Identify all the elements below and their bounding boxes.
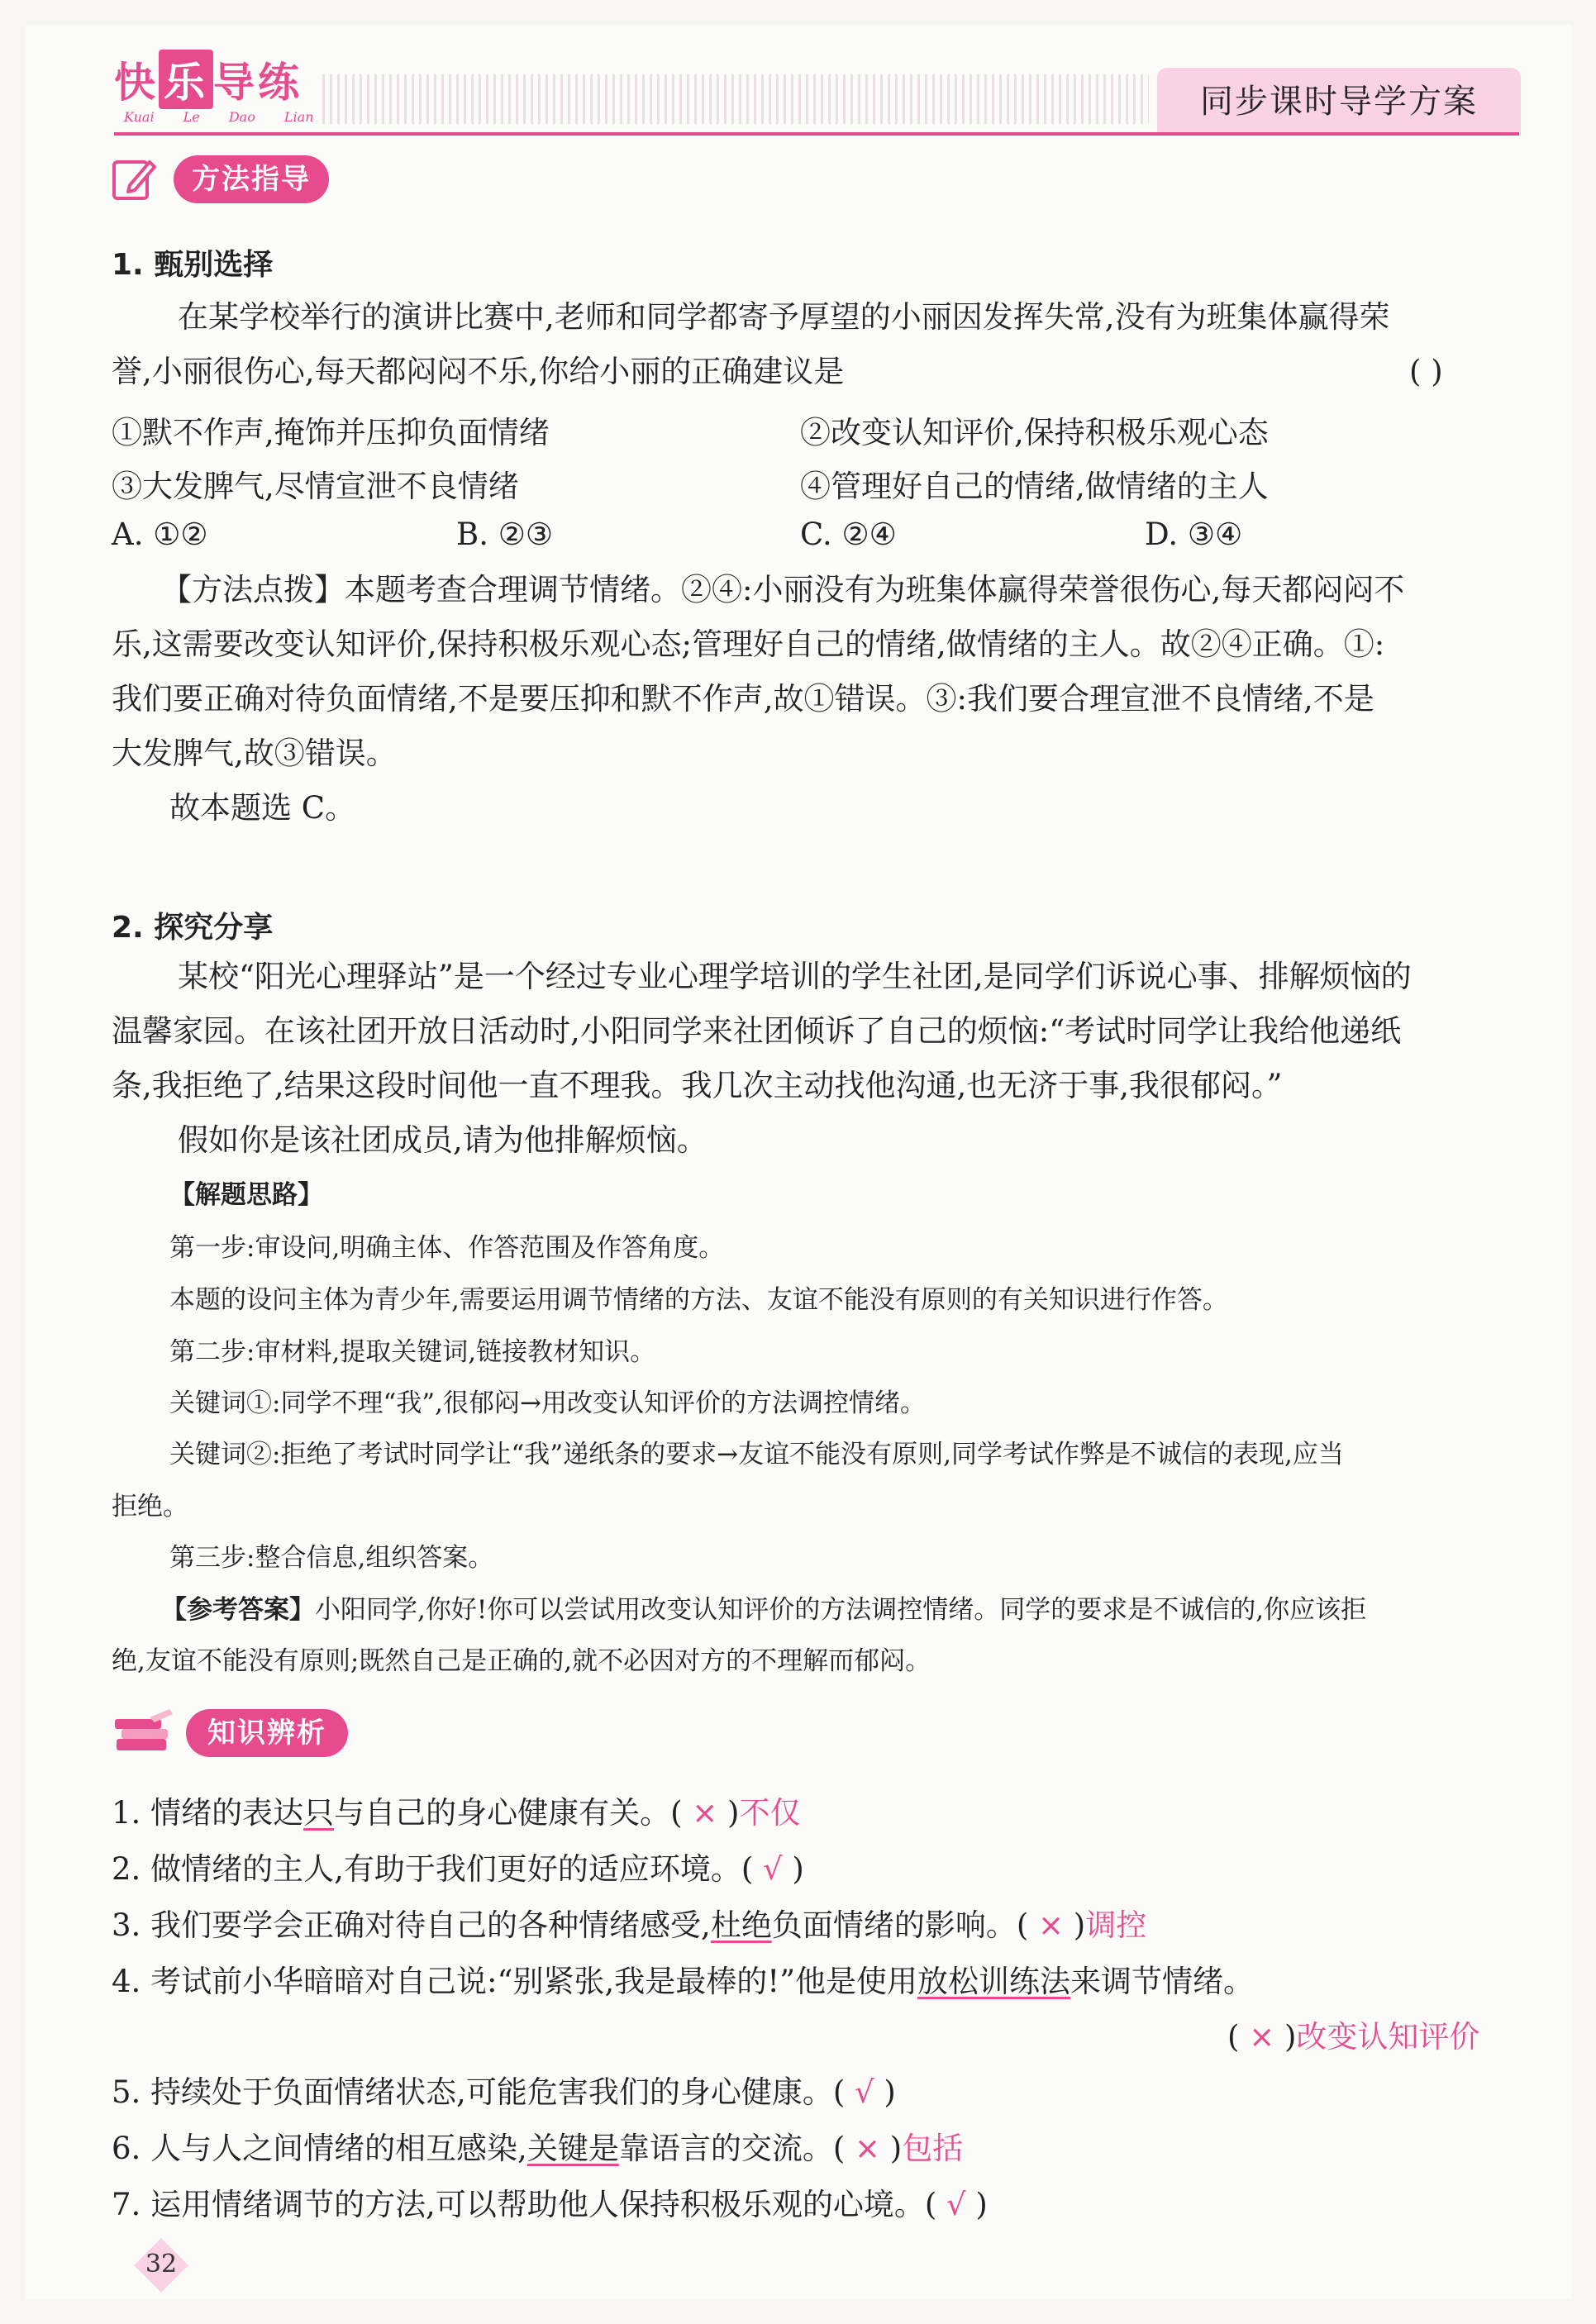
q2-stem-line-1: 某校“阳光心理驿站”是一个经过专业心理学培训的学生社团,是同学们诉说心事、排解烦恼的 <box>178 959 1412 994</box>
q1-analysis-line-3: 我们要正确对待负面情绪,不是要压抑和默不作声,故①错误。③:我们要合理宣泄不良情绪,不是 <box>112 681 1374 717</box>
q2-step-2: 第二步:审材料,提取关键词,链接教材知识。 <box>169 1337 656 1367</box>
q2-question: 假如你是该社团成员,请为他排解烦恼。 <box>178 1122 707 1158</box>
knowledge-item-text: 2. 做情绪的主人,有助于我们更好的适应环境。( <box>112 1851 754 1887</box>
check-mark-icon: √ <box>845 2074 884 2110</box>
q2-title: 2. 探究分享 <box>112 911 274 945</box>
q1-analysis-line-2: 乐,这需要改变认知评价,保持积极乐观心态;管理好自己的情绪,做情绪的主人。故②④正确。①: <box>112 626 1385 662</box>
brand-char-3: 导练 <box>213 59 303 107</box>
check-mark-icon: √ <box>936 2187 976 2222</box>
knowledge-item-correction: 包括 <box>902 2131 964 2166</box>
knowledge-item-close-paren: ) <box>1284 2019 1297 2055</box>
brand-logo <box>114 50 303 109</box>
q1-choice-c: C. ②④ <box>800 517 897 552</box>
q1-stem-line-2: 誉,小丽很伤心,每天都闷闷不乐,你给小丽的正确建议是 <box>112 354 845 389</box>
q2-answer-label: 【参考答案】 <box>161 1595 315 1625</box>
cross-mark-icon: × <box>682 1795 728 1831</box>
knowledge-item <box>112 1964 1254 2000</box>
q1-option-4: ④管理好自己的情绪,做情绪的主人 <box>800 469 1269 504</box>
cross-mark-icon: × <box>845 2131 890 2166</box>
knowledge-item-text: 3. 我们要学会正确对待自己的各种情绪感受, <box>112 1907 711 1943</box>
q1-stem-line-1: 在某学校举行的演讲比赛中,老师和同学都寄予厚望的小丽因发挥失常,没有为班集体赢得荣 <box>178 299 1390 335</box>
q2-thinking-title: 【解题思路】 <box>169 1180 323 1210</box>
knowledge-item-text: 4. 考试前小华暗暗对自己说:“别紧张,我是最棒的!”他是使用 <box>112 1964 917 1999</box>
q1-conclusion: 故本题选 C。 <box>169 790 356 826</box>
section-label-method: 方法指导 <box>174 155 329 203</box>
knowledge-item-text-tail: 靠语言的交流。( <box>618 2131 846 2166</box>
knowledge-item-underlined: 杜绝 <box>710 1907 772 1943</box>
brand-pinyin: Kuai Le Dao Lian <box>124 109 314 125</box>
books-icon <box>112 1706 178 1759</box>
knowledge-item-underlined: 放松训练法 <box>917 1964 1070 1999</box>
knowledge-item-close-paren: ) <box>792 1851 804 1887</box>
q2-answer-text-1: 小阳同学,你好!你可以尝试用改变认知评价的方法调控情绪。同学的要求是不诚信的,你应该拒 <box>315 1595 1367 1625</box>
knowledge-item-close-paren: ) <box>889 2131 903 2166</box>
q1-choice-b: B. ②③ <box>456 517 554 552</box>
knowledge-item-underlined: 只 <box>303 1795 335 1831</box>
knowledge-item <box>112 2074 896 2111</box>
q1-choice-d: D. ③④ <box>1145 517 1243 552</box>
knowledge-item-close-paren: ) <box>975 2187 988 2222</box>
knowledge-item <box>112 2131 963 2167</box>
section-label-knowledge: 知识辨析 <box>186 1709 348 1757</box>
knowledge-item-text-tail: 负面情绪的影响。( <box>771 1907 1029 1943</box>
q2-step-1-detail: 本题的设问主体为青少年,需要运用调节情绪的方法、友谊不能没有原则的有关知识进行作答。 <box>169 1285 1228 1315</box>
knowledge-item-text-tail: 来调节情绪。 <box>1070 1964 1254 1999</box>
brand-char-1: 快 <box>114 59 159 107</box>
q2-step-1: 第一步:审设问,明确主体、作答范围及作答角度。 <box>169 1233 725 1263</box>
knowledge-item-close-paren: ) <box>1073 1907 1086 1943</box>
knowledge-item-correction: 调控 <box>1085 1907 1147 1943</box>
header-divider <box>114 132 1519 136</box>
q1-title: 1. 甄别选择 <box>112 248 274 282</box>
q1-answer-blank: ( ) <box>1409 354 1443 389</box>
knowledge-item <box>112 1851 804 1888</box>
q1-choice-a: A. ①② <box>112 517 208 552</box>
q2-stem-line-3: 条,我拒绝了,结果这段时间他一直不理我。我几次主动找他沟通,也无济于事,我很郁闷。” <box>112 1068 1283 1103</box>
knowledge-item-close-paren: ) <box>727 1795 740 1831</box>
q2-step-3: 第三步:整合信息,组织答案。 <box>169 1543 494 1573</box>
q1-analysis-line-4: 大发脾气,故③错误。 <box>112 736 397 771</box>
knowledge-item-underlined: 关键是 <box>526 2131 619 2166</box>
knowledge-item-open-paren: ( <box>1227 2019 1240 2055</box>
knowledge-item-text: 1. 情绪的表达 <box>112 1795 304 1831</box>
knowledge-item <box>112 2187 988 2223</box>
check-mark-icon: √ <box>753 1851 793 1887</box>
knowledge-item-text: 5. 持续处于负面情绪状态,可能危害我们的身心健康。( <box>112 2074 846 2110</box>
q2-keyword-2-line-2: 拒绝。 <box>112 1492 188 1522</box>
q2-keyword-2-line-1: 关键词②:拒绝了考试时同学让“我”递纸条的要求→友谊不能没有原则,同学考试作弊是不诚信的表现,应当 <box>169 1440 1344 1469</box>
knowledge-item-text: 7. 运用情绪调节的方法,可以帮助他人保持积极乐观的心境。( <box>112 2187 937 2222</box>
q1-option-3: ③大发脾气,尽情宣泄不良情绪 <box>112 469 519 504</box>
q2-answer-line-2: 绝,友谊不能没有原则;既然自己是正确的,就不必因对方的不理解而郁闷。 <box>112 1646 931 1676</box>
q2-keyword-1: 关键词①:同学不理“我”,很郁闷→用改变认知评价的方法调控情绪。 <box>169 1388 926 1418</box>
page-number: 32 <box>145 2250 178 2279</box>
series-title: 同步课时导学方案 <box>1157 68 1521 136</box>
q2-answer-line-1 <box>161 1595 1366 1626</box>
q1-option-2: ②改变认知评价,保持积极乐观心态 <box>800 415 1269 450</box>
knowledge-item-correction: 改变认知评价 <box>1296 2019 1480 2055</box>
knowledge-item-correction: 不仅 <box>739 1795 801 1831</box>
knowledge-item-text-tail: 与自己的身心健康有关。( <box>334 1795 683 1831</box>
header-decoration <box>322 74 1149 124</box>
q1-option-1: ①默不作声,掩饰并压抑负面情绪 <box>112 415 550 450</box>
q2-stem-line-2: 温馨家园。在该社团开放日活动时,小阳同学来社团倾诉了自己的烦恼:“考试时同学让我给他递纸 <box>112 1013 1402 1049</box>
knowledge-item-4-answer <box>1227 2019 1479 2055</box>
knowledge-item <box>112 1795 800 1831</box>
knowledge-item-close-paren: ) <box>884 2074 896 2110</box>
cross-mark-icon: × <box>1028 1907 1074 1943</box>
cross-mark-icon: × <box>1239 2019 1284 2055</box>
knowledge-item <box>112 1907 1146 1944</box>
q1-analysis-line-1: 【方法点拨】本题考查合理调节情绪。②④:小丽没有为班集体赢得荣誉很伤心,每天都闷闷不 <box>161 572 1405 607</box>
brand-char-2: 乐 <box>159 50 213 109</box>
pencil-note-icon <box>112 155 158 202</box>
knowledge-item-text: 6. 人与人之间情绪的相互感染, <box>112 2131 527 2166</box>
